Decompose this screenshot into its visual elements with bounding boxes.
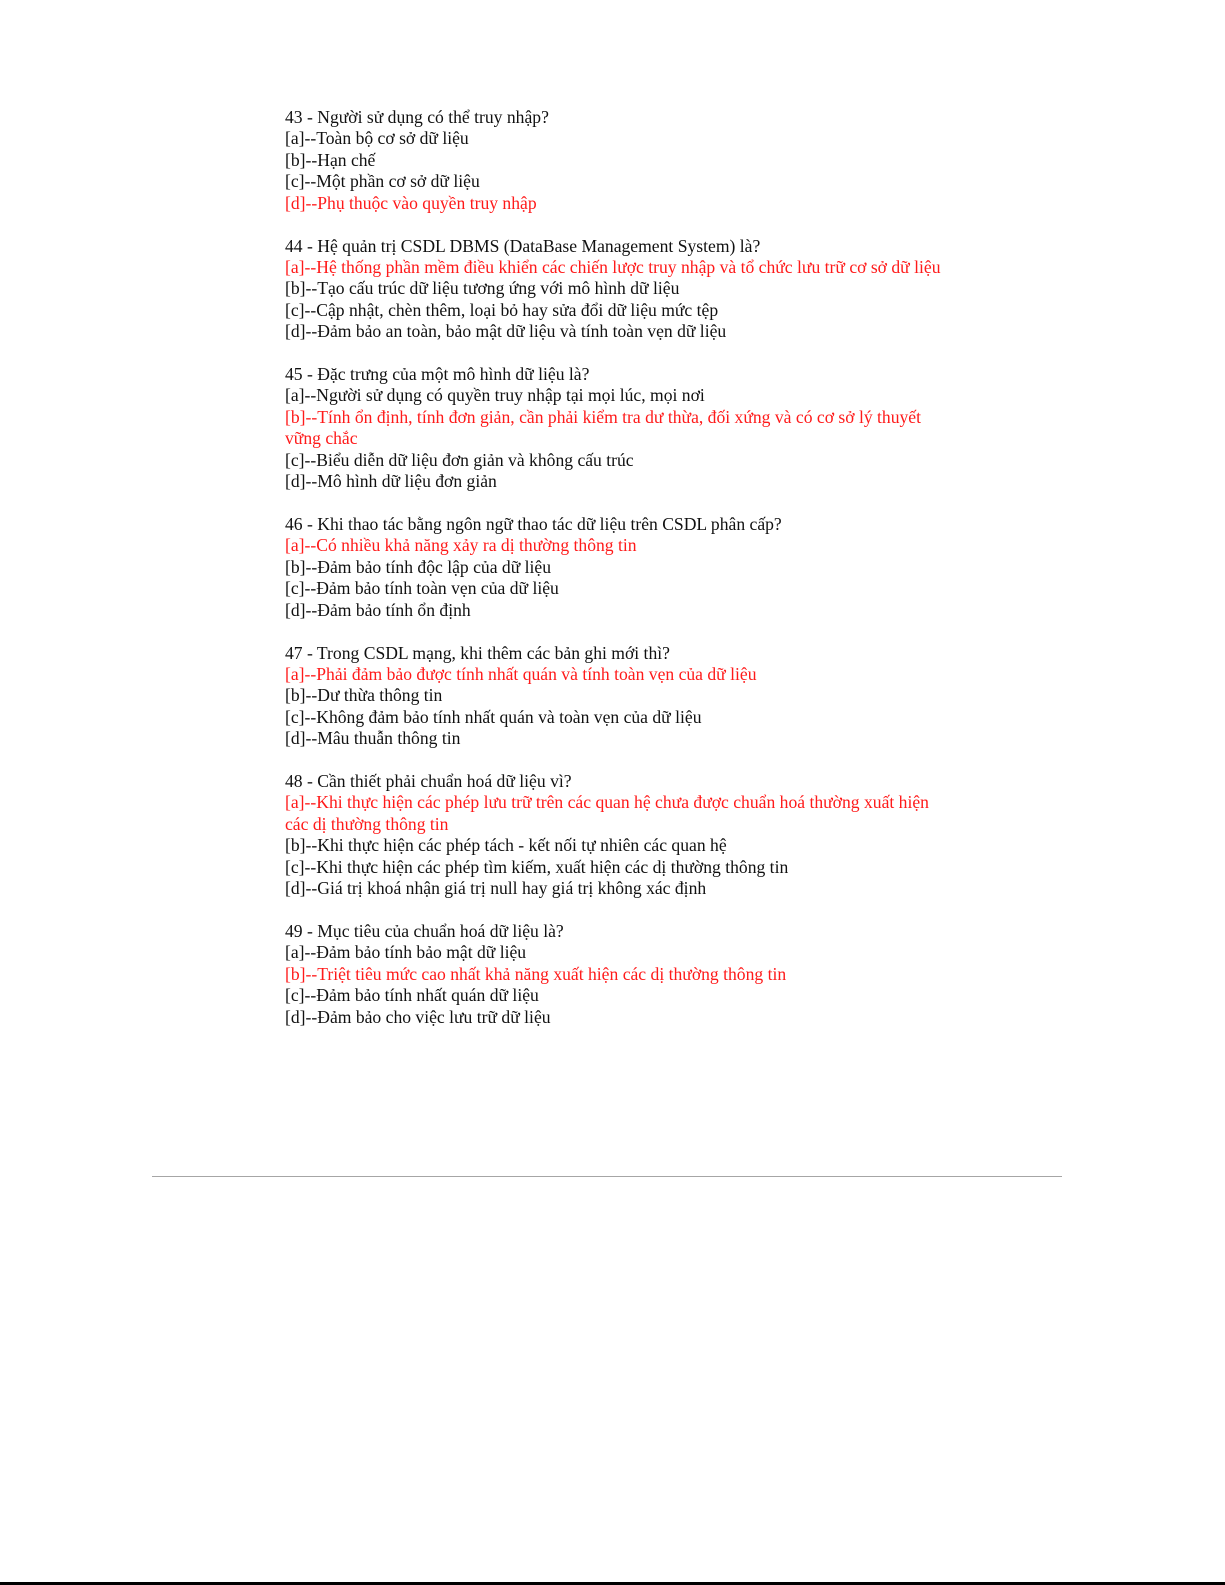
answer-c: [c]--Một phần cơ sở dữ liệu — [285, 171, 480, 192]
answer-a: [a]--Người sử dụng có quyền truy nhập tại mọi lúc, mọi nơi — [285, 385, 705, 406]
answer-c: [c]--Cập nhật, chèn thêm, loại bỏ hay sửa đổi dữ liệu mức tệp — [285, 299, 719, 320]
question-49 — [285, 921, 945, 1028]
answer-b: [b]--Đảm bảo tính độc lập của dữ liệu — [285, 556, 552, 577]
answer-b-correct: [b]--Triệt tiêu mức cao nhất khả năng xuất hiện các dị thường thông tin — [285, 963, 787, 984]
answer-a-correct: [a]--Có nhiều khả năng xảy ra dị thường thông tin — [285, 535, 637, 556]
answer-b: [b]--Dư thừa thông tin — [285, 685, 443, 706]
question-43 — [285, 107, 945, 214]
question-text: 46 - Khi thao tác bằng ngôn ngữ thao tác dữ liệu trên CSDL phân cấp? — [285, 514, 782, 534]
question-48 — [285, 771, 945, 899]
answer-a-correct: [a]--Hệ thống phần mềm điều khiển các chiến lược truy nhập và tổ chức lưu trữ cơ sở dữ liệu — [285, 256, 941, 277]
answer-a-correct: [a]--Phải đảm bảo được tính nhất quán và tính toàn vẹn của dữ liệu — [285, 663, 757, 684]
answer-c: [c]--Đảm bảo tính toàn vẹn của dữ liệu — [285, 578, 559, 599]
question-text: 45 - Đặc trưng của một mô hình dữ liệu là? — [285, 364, 590, 385]
answer-b: [b]--Tạo cấu trúc dữ liệu tương ứng với mô hình dữ liệu — [285, 278, 680, 299]
answer-b-correct: [b]--Tính ổn định, tính đơn giản, cần phải kiểm tra dư thừa, đối xứng và có cơ sở lý thuyết vững chắc — [285, 406, 922, 449]
answer-b: [b]--Hạn chế — [285, 149, 376, 170]
question-text: 43 - Người sử dụng có thể truy nhập? — [285, 107, 549, 127]
answer-c: [c]--Khi thực hiện các phép tìm kiếm, xuất hiện các dị thường thông tin — [285, 856, 789, 877]
answer-a: [a]--Toàn bộ cơ sở dữ liệu — [285, 128, 469, 149]
answer-d-correct: [d]--Phụ thuộc vào quyền truy nhập — [285, 192, 537, 213]
question-text: 44 - Hệ quản trị CSDL DBMS (DataBase Management System) là? — [285, 235, 761, 256]
answer-d: [d]--Giá trị khoá nhận giá trị null hay giá trị không xác định — [285, 878, 707, 899]
answer-a: [a]--Đảm bảo tính bảo mật dữ liệu — [285, 942, 527, 963]
question-44 — [285, 236, 945, 343]
answer-d: [d]--Mâu thuẫn thông tin — [285, 728, 461, 749]
answer-b: [b]--Khi thực hiện các phép tách - kết nối tự nhiên các quan hệ — [285, 835, 727, 856]
answer-d: [d]--Đảm bảo tính ổn định — [285, 599, 471, 620]
question-46 — [285, 514, 945, 621]
answer-a-correct: [a]--Khi thực hiện các phép lưu trữ trên các quan hệ chưa được chuẩn hoá thường xuất hiện các dị thường thông tin — [285, 792, 929, 834]
question-text: 49 - Mục tiêu của chuẩn hoá dữ liệu là? — [285, 921, 564, 941]
question-text: 48 - Cần thiết phải chuẩn hoá dữ liệu vì? — [285, 771, 572, 792]
question-text: 47 - Trong CSDL mạng, khi thêm các bản ghi mới thì? — [285, 642, 670, 663]
answer-c: [c]--Đảm bảo tính nhất quán dữ liệu — [285, 985, 539, 1006]
answer-c: [c]--Không đảm bảo tính nhất quán và toàn vẹn của dữ liệu — [285, 706, 702, 727]
answer-d: [d]--Đảm bảo an toàn, bảo mật dữ liệu và tính toàn vẹn dữ liệu — [285, 321, 727, 342]
answer-c: [c]--Biểu diễn dữ liệu đơn giản và không cấu trúc — [285, 449, 634, 470]
answer-d: [d]--Mô hình dữ liệu đơn giản — [285, 471, 497, 492]
question-47 — [285, 643, 945, 750]
question-list — [285, 107, 945, 1050]
question-45 — [285, 364, 945, 492]
answer-d: [d]--Đảm bảo cho việc lưu trữ dữ liệu — [285, 1006, 551, 1027]
page-divider — [152, 1176, 1062, 1177]
